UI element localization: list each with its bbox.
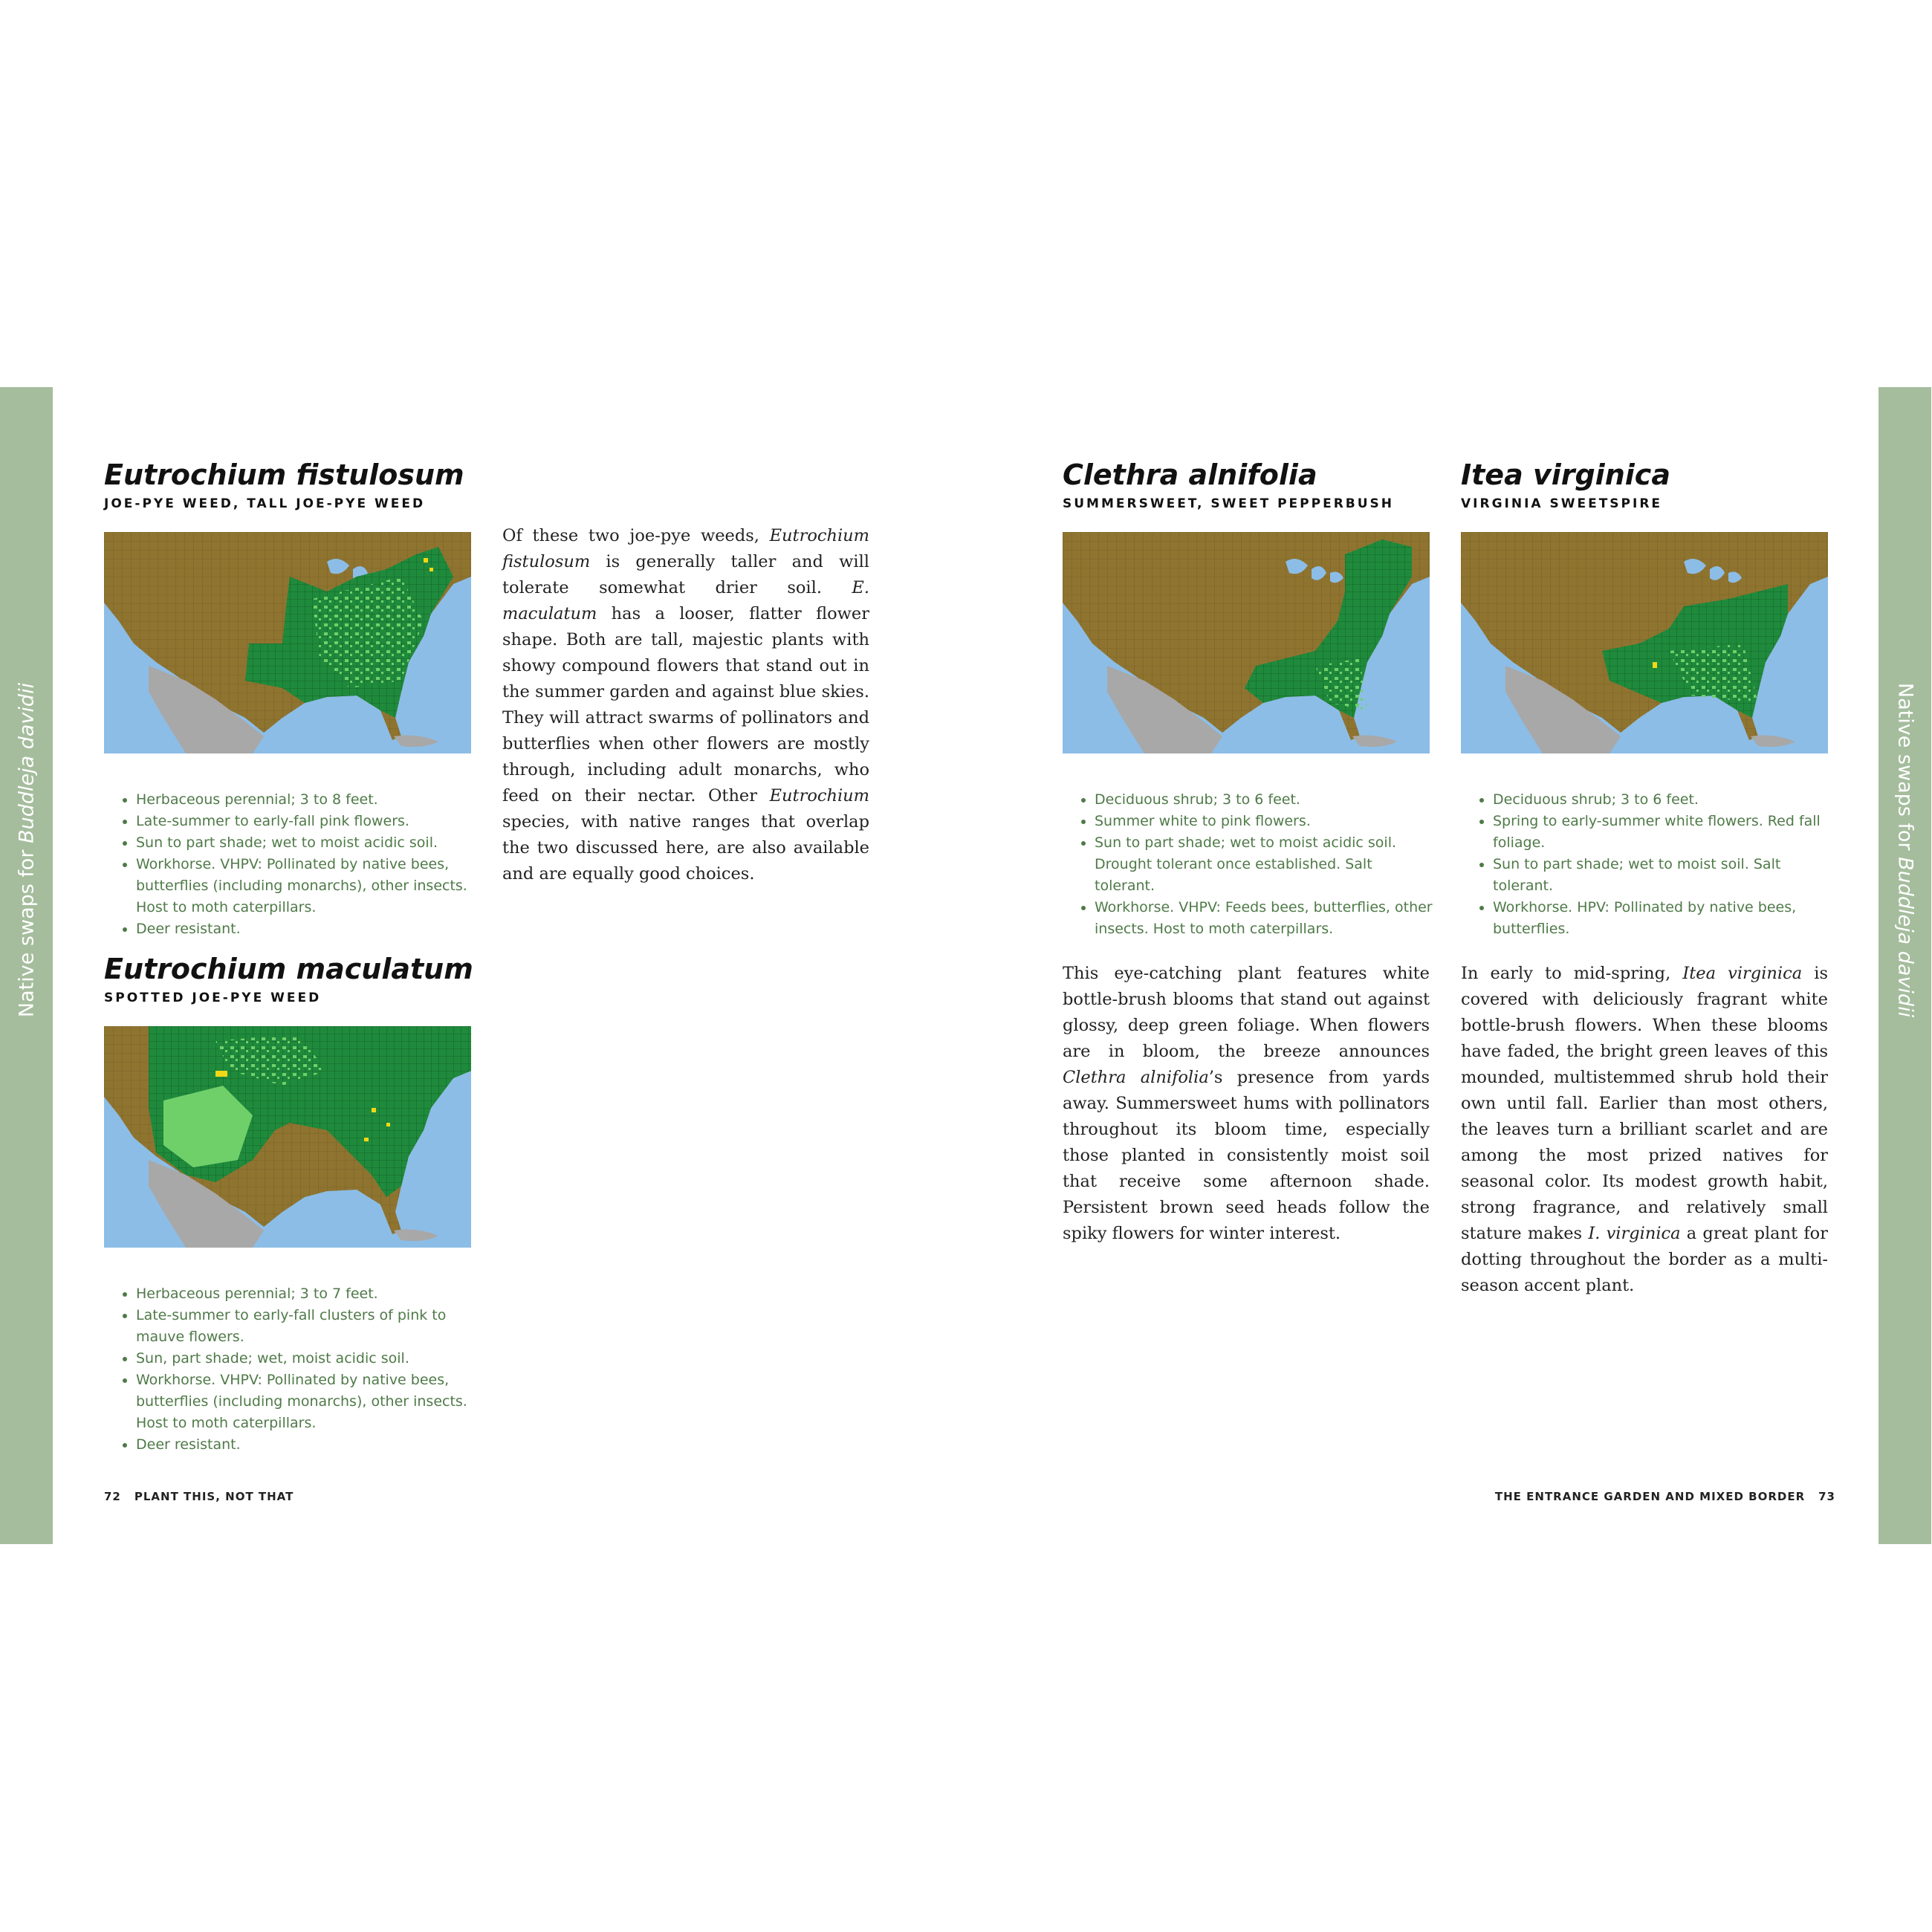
folio-right [1495,1490,1849,1503]
side-tab-label: Native swaps for Buddleja davidii [15,682,38,1017]
species-common-names: SPOTTED JOE-PYE WEED [104,990,322,1005]
trait-item: • Late-summer to early-fall clusters of pink to mauve flowers. [136,1305,490,1348]
species-traits-list [1461,789,1832,940]
folio-left [91,1490,294,1503]
species-entry-clethra-alnifolia [1063,459,1434,1247]
range-map [1063,532,1430,753]
trait-item: • Workhorse. VHPV: Feeds bees, butterflies, other insects. Host to moth caterpillars. [1095,897,1434,940]
side-tab-label: Native swaps for Buddleja davidii [1893,682,1916,1017]
trait-item: • Late-summer to early-fall pink flowers. [136,811,490,832]
species-traits-list [104,1283,490,1456]
joe-pye-description [502,523,869,887]
side-tab-right [1878,387,1931,1544]
description-paragraph: Of these two joe-pye weeds, Eutrochium fistulosum is generally taller and will tolerate somewhat drier soil. E. maculatum has a looser, flatter flower shape. Both are tall, majestic plants with showy compound flowers that stand out in the summer garden and against blue skies. They will attract swarms of pollinators and butterflies when other flowers are mostly through, including adult monarchs, who feed on their nectar. Other Eutrochium species, with native ranges that overlap the two discussed here, are also available and are equally good choices. [502,526,869,884]
species-scientific-name: Eutrochium maculatum [104,953,473,985]
page-number: 72 [104,1490,121,1503]
description-paragraph: In early to mid-spring, Itea virginica is covered with deliciously fragrant white bottle-brush flowers. When these blooms have faded, the bright green leaves of this mounded, multistemmed shrub hold their own until fall. Earlier than most others, the leaves turn a brilliant scarlet and are among the most prized natives for seasonal color. Its modest growth habit, strong fragrance, and relatively small stature makes I. virginica a great plant for dotting throughout the border as a multi-season accent plant. [1461,963,1828,1295]
description-paragraph: This eye-catching plant features white bottle-brush blooms that stand out against glossy, deep green foliage. When flowers are in bloom, the breeze announces Clethra alnifolia’s presence from yards away. Summersweet hums with pollinators throughout its bloom time, especially those planted in consistently moist soil that receive some afternoon shade. Persistent brown seed heads follow the spiky flowers for winter interest. [1063,963,1430,1243]
page-number: 73 [1818,1490,1835,1503]
running-head: PLANT THIS, NOT THAT [134,1490,294,1503]
species-scientific-name: Itea virginica [1461,458,1670,491]
species-scientific-name: Eutrochium fistulosum [104,458,464,491]
trait-item: • Workhorse. HPV: Pollinated by native bees, butterflies. [1493,897,1832,940]
trait-item: • Sun to part shade; wet to moist soil. Salt tolerant. [1493,854,1832,897]
trait-item: • Workhorse. VHPV: Pollinated by native bees, butterflies (including monarchs), other insects. Host to moth caterpillars. [136,854,490,918]
species-common-names: VIRGINIA SWEETSPIRE [1461,496,1663,511]
species-entry-eutrochium-maculatum [104,953,490,1456]
species-scientific-name: Clethra alnifolia [1063,458,1317,491]
trait-item: • Spring to early-summer white flowers. Red fall foliage. [1493,811,1832,854]
trait-item: • Herbaceous perennial; 3 to 8 feet. [136,789,490,811]
species-common-names: SUMMERSWEET, SWEET PEPPERBUSH [1063,496,1395,511]
trait-item: • Deciduous shrub; 3 to 6 feet. [1493,789,1832,811]
range-map [104,1026,471,1248]
trait-item: • Sun, part shade; wet, moist acidic soil. [136,1348,490,1369]
trait-item: • Sun to part shade; wet to moist acidic soil. Drought tolerant once established. Salt tolerant. [1095,832,1434,897]
trait-item: • Herbaceous perennial; 3 to 7 feet. [136,1283,490,1305]
species-traits-list [1063,789,1434,940]
trait-item: • Deer resistant. [136,918,490,940]
species-entry-eutrochium-fistulosum [104,459,490,940]
range-map [1461,532,1828,753]
species-entry-itea-virginica [1461,459,1832,1299]
trait-item: • Summer white to pink flowers. [1095,811,1434,832]
range-map [104,532,471,753]
species-common-names: JOE-PYE WEED, TALL JOE-PYE WEED [104,496,426,511]
side-tab-left [0,387,53,1544]
running-head: THE ENTRANCE GARDEN AND MIXED BORDER [1494,1490,1806,1503]
trait-item: • Workhorse. VHPV: Pollinated by native bees, butterflies (including monarchs), other insects. Host to moth caterpillars. [136,1369,490,1434]
species-traits-list [104,789,490,940]
trait-item: • Deer resistant. [136,1434,490,1456]
trait-item: • Sun to part shade; wet to moist acidic soil. [136,832,490,854]
trait-item: • Deciduous shrub; 3 to 6 feet. [1095,789,1434,811]
